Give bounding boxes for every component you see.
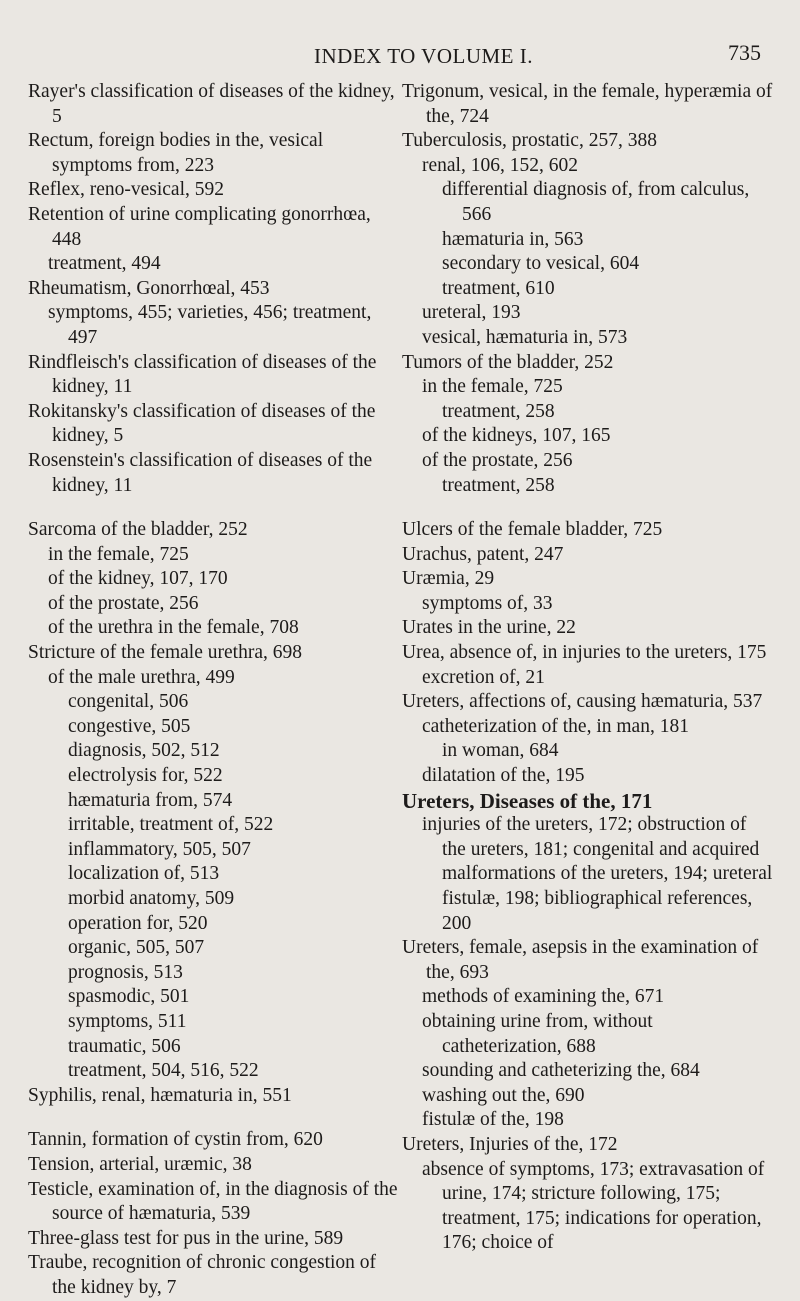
index-subentry: congenital, 506 bbox=[68, 691, 189, 713]
index-subentry: dilatation of the, 195 bbox=[422, 765, 585, 787]
index-column-right bbox=[402, 80, 774, 1256]
index-subentry: vesical, hæmaturia in, 573 bbox=[422, 326, 628, 348]
index-subentry: irritable, treatment of, 522 bbox=[68, 814, 274, 836]
index-entry: Testicle, examination of, in the diagnosis of the source of hæmaturia, 539 bbox=[28, 1178, 398, 1225]
index-subentry: treatment, 610 bbox=[442, 277, 555, 299]
index-subentry: organic, 505, 507 bbox=[68, 937, 205, 959]
index-entry: Ureters, affections of, causing hæmaturia, 537 bbox=[402, 691, 763, 713]
index-subentry: treatment, 258 bbox=[442, 400, 555, 422]
index-subentry: symptoms, 455; varieties, 456; treatment, 497 bbox=[48, 302, 372, 348]
index-entry: Syphilis, renal, hæmaturia in, 551 bbox=[28, 1084, 292, 1106]
index-subentry: catheterization of the, in man, 181 bbox=[422, 715, 689, 737]
index-subentry: electrolysis for, 522 bbox=[68, 765, 223, 787]
index-entry: Rayer's classification of diseases of the kidney, 5 bbox=[28, 81, 395, 127]
index-entry: Ureters, female, asepsis in the examination of the, 693 bbox=[402, 937, 759, 983]
index-entry: Tannin, formation of cystin from, 620 bbox=[28, 1129, 323, 1151]
index-entry: Sarcoma of the bladder, 252 bbox=[28, 519, 248, 541]
index-subentry: of the kidney, 107, 170 bbox=[48, 568, 228, 590]
index-entry: Rindfleisch's classification of diseases of the kidney, 11 bbox=[28, 351, 377, 398]
index-subentry: obtaining urine from, without catheterization, 688 bbox=[422, 1010, 653, 1057]
index-entry: Reflex, reno-vesical, 592 bbox=[28, 179, 225, 201]
index-entry: Tuberculosis, prostatic, 257, 388 bbox=[402, 130, 657, 152]
index-subentry: inflammatory, 505, 507 bbox=[68, 838, 251, 860]
index-subentry: differential diagnosis of, from calculus, 566 bbox=[442, 179, 750, 225]
index-subentry: morbid anatomy, 509 bbox=[68, 888, 235, 909]
index-subentry: injuries of the ureters, 172; obstruction of the ureters, 181; congenital and acquired malformations of the ureters, 194; ureteral fistulæ, 198; bibliographical references, 200 bbox=[422, 814, 773, 934]
index-entry: Ureters, Diseases of the, 171 bbox=[402, 788, 653, 813]
index-entry: Rectum, foreign bodies in the, vesical symptoms from, 223 bbox=[28, 130, 324, 176]
index-subentry: traumatic, 506 bbox=[68, 1035, 181, 1057]
running-title: INDEX TO VOLUME I. bbox=[314, 44, 533, 68]
index-subentry: methods of examining the, 671 bbox=[422, 986, 665, 1008]
index-subentry: in the female, 725 bbox=[48, 543, 189, 565]
section-gap bbox=[402, 498, 774, 518]
index-entry: Rosenstein's classification of diseases of the kidney, 11 bbox=[28, 449, 373, 496]
index-entry: Tension, arterial, uræmic, 38 bbox=[28, 1153, 252, 1175]
index-subentry: spasmodic, 501 bbox=[68, 986, 190, 1008]
index-entry: Three-glass test for pus in the urine, 589 bbox=[28, 1227, 344, 1249]
index-entry: Urea, absence of, in injuries to the ureters, 175 bbox=[402, 642, 767, 664]
section-gap bbox=[28, 498, 398, 518]
index-subentry: renal, 106, 152, 602 bbox=[422, 154, 578, 176]
index-subentry: prognosis, 513 bbox=[68, 961, 183, 983]
index-subentry: absence of symptoms, 173; extravasation of urine, 174; stricture following, 175; treatment, 175; indications for operation, 176; choice of bbox=[422, 1158, 765, 1254]
index-subentry: operation for, 520 bbox=[68, 912, 208, 934]
index-subentry: symptoms of, 33 bbox=[422, 592, 553, 614]
index-entry: Uræmia, 29 bbox=[402, 568, 495, 590]
index-subentry: in the female, 725 bbox=[422, 376, 563, 398]
index-subentry: of the kidneys, 107, 165 bbox=[422, 425, 611, 447]
page-header bbox=[0, 40, 800, 70]
index-entry: Urates in the urine, 22 bbox=[402, 617, 576, 639]
index-entry: Tumors of the bladder, 252 bbox=[402, 351, 614, 373]
index-entry: Ureters, Injuries of the, 172 bbox=[402, 1133, 618, 1155]
index-subentry: of the urethra in the female, 708 bbox=[48, 617, 299, 639]
index-subentry: of the prostate, 256 bbox=[422, 449, 573, 471]
page-number: 735 bbox=[728, 40, 761, 65]
index-subentry: excretion of, 21 bbox=[422, 666, 545, 688]
index-subentry: secondary to vesical, 604 bbox=[442, 253, 640, 275]
index-entry: Rokitansky's classification of diseases of the kidney, 5 bbox=[28, 400, 376, 447]
index-subentry: fistulæ of the, 198 bbox=[422, 1109, 564, 1131]
index-subentry: washing out the, 690 bbox=[422, 1084, 585, 1106]
index-entry: Ulcers of the female bladder, 725 bbox=[402, 519, 663, 541]
index-subentry: ureteral, 193 bbox=[422, 302, 521, 324]
index-subentry: hæmaturia from, 574 bbox=[68, 789, 233, 811]
index-subentry: of the prostate, 256 bbox=[48, 592, 199, 614]
index-entry: Urachus, patent, 247 bbox=[402, 543, 564, 565]
index-subentry: localization of, 513 bbox=[68, 863, 220, 885]
section-gap bbox=[28, 1108, 398, 1128]
index-subentry: of the male urethra, 499 bbox=[48, 666, 235, 688]
index-entry: Rheumatism, Gonorrhœal, 453 bbox=[28, 277, 270, 299]
index-entry: Stricture of the female urethra, 698 bbox=[28, 642, 302, 664]
index-subentry: treatment, 504, 516, 522 bbox=[68, 1060, 259, 1082]
index-entry: Retention of urine complicating gonorrhœa, 448 bbox=[28, 203, 371, 250]
index-subentry: congestive, 505 bbox=[68, 715, 191, 737]
index-subentry: symptoms, 511 bbox=[68, 1010, 187, 1032]
index-subentry: in woman, 684 bbox=[442, 740, 559, 762]
index-subentry: treatment, 494 bbox=[48, 253, 161, 275]
index-subentry: treatment, 258 bbox=[442, 474, 555, 496]
index-subentry: sounding and catheterizing the, 684 bbox=[422, 1060, 700, 1082]
index-subentry: hæmaturia in, 563 bbox=[442, 228, 584, 250]
index-entry: Trigonum, vesical, in the female, hyperæmia of the, 724 bbox=[402, 81, 773, 127]
index-subentry: diagnosis, 502, 512 bbox=[68, 740, 220, 762]
index-entry: Traube, recognition of chronic congestion of the kidney by, 7 bbox=[28, 1252, 377, 1298]
index-column-left bbox=[28, 80, 398, 1301]
